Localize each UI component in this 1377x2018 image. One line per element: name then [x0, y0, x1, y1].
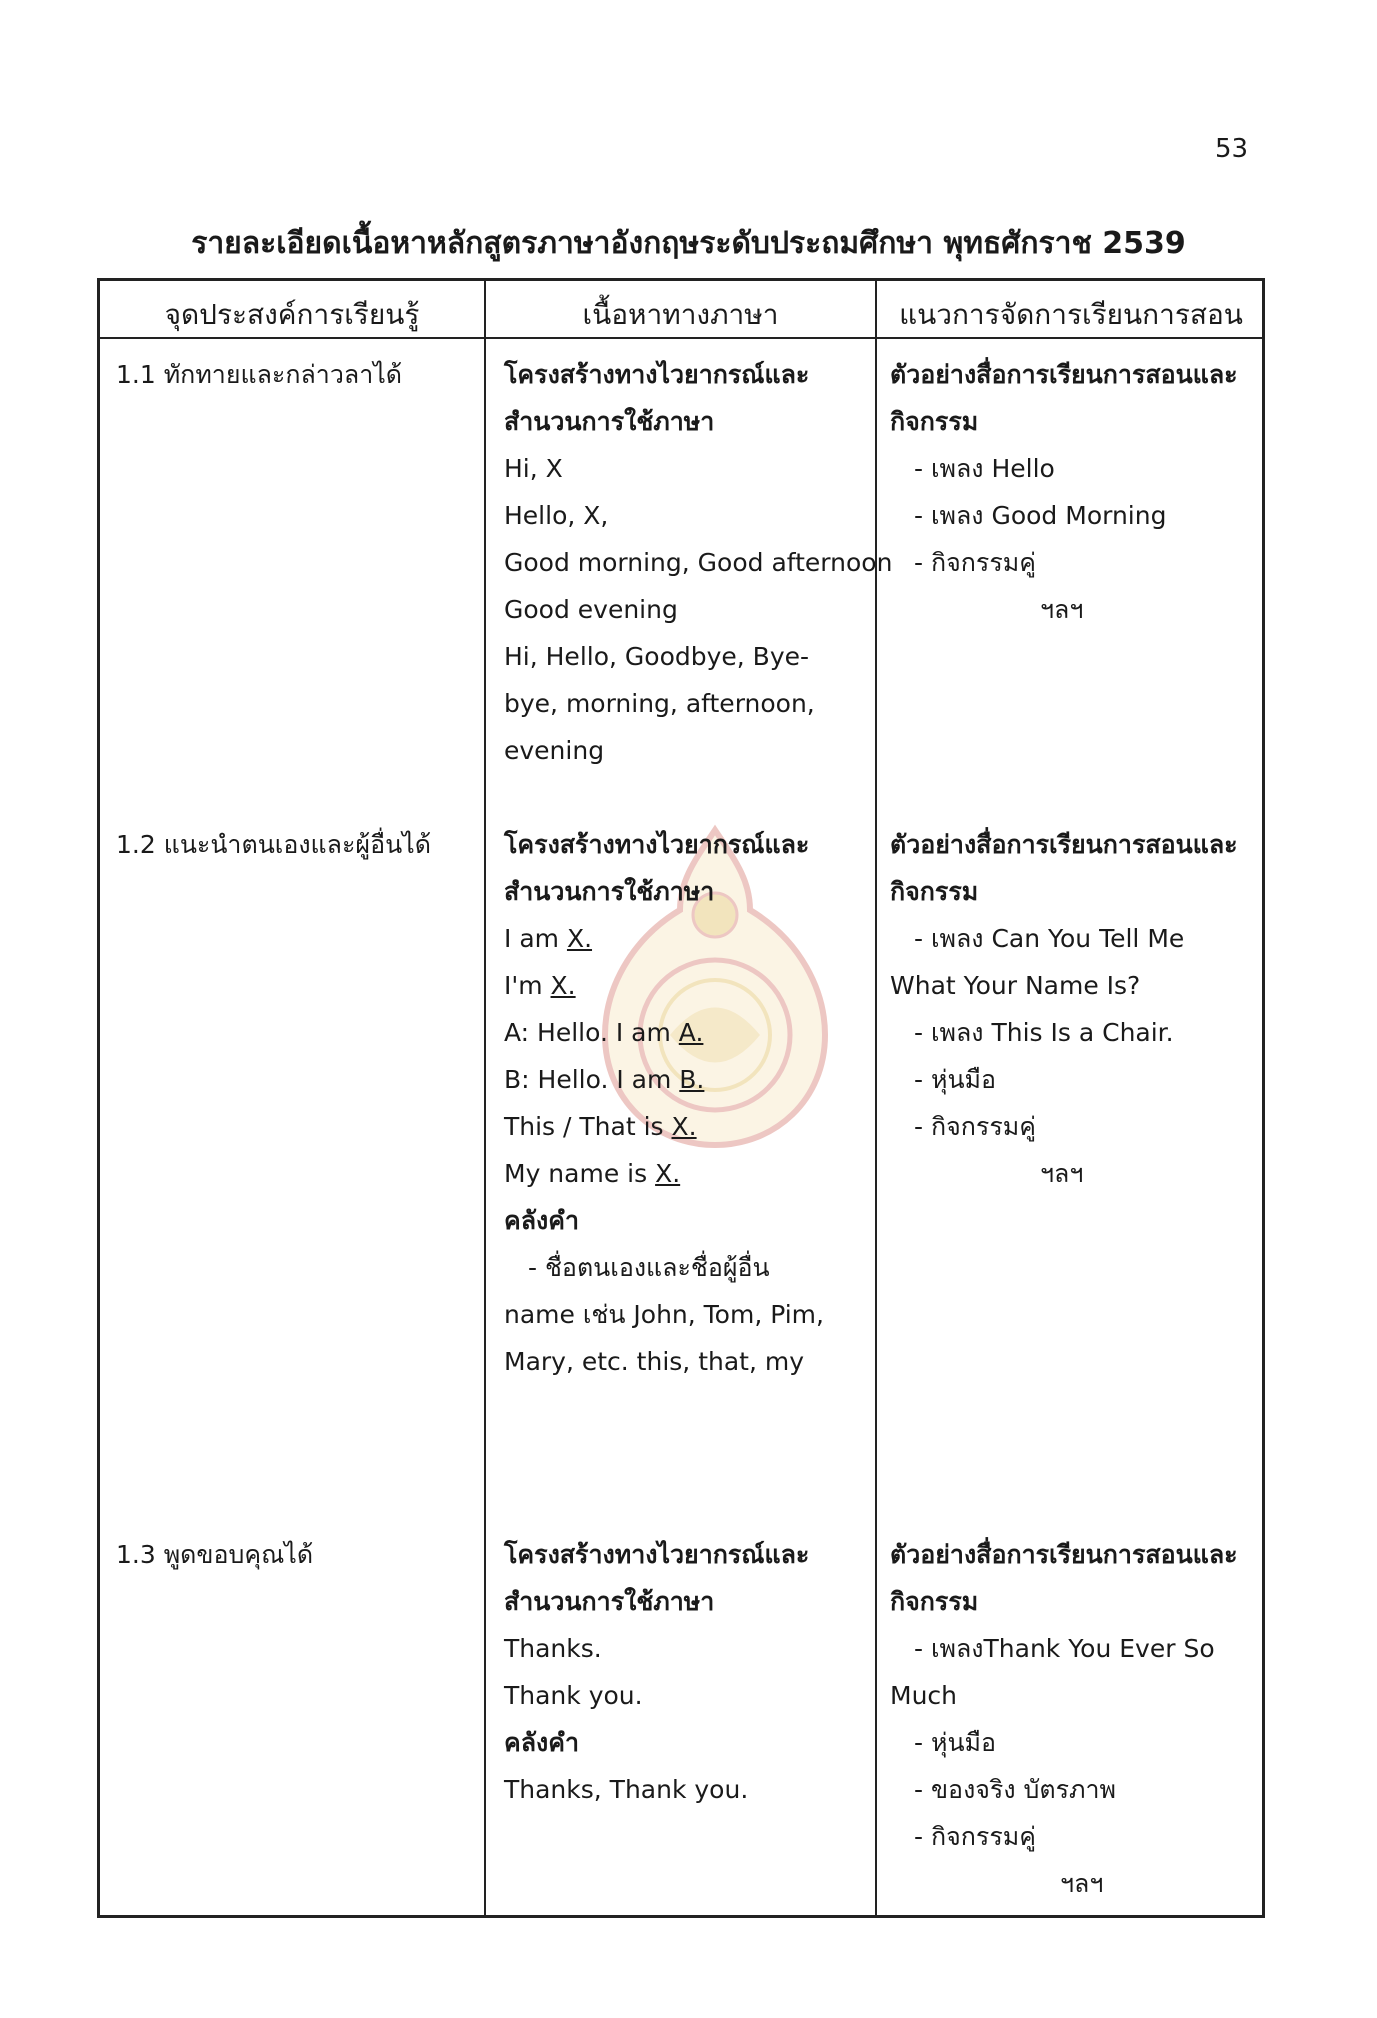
header-divider — [100, 337, 1262, 339]
content-1-1: โครงสร้างทางไวยากรณ์และ สำนวนการใช้ภาษา Hi, X Hello, X, Good morning, Good afternoon Good evening Hi, Hello, Goodbye, Bye- bye, morning, afternoon, evening — [504, 360, 893, 765]
teaching-1-2: ตัวอย่างสื่อการเรียนการสอนและ กิจกรรม - เพลง Can You Tell Me What Your Name Is? - เพลง This Is a Chair. - หุ่นมือ - กิจกรรมคู่ ฯลฯ — [890, 830, 1238, 1188]
header-objectives: จุดประสงค์การเรียนรู้ — [164, 298, 420, 331]
objective-1-2: 1.2 แนะนำตนเองและผู้อื่นได้ — [116, 830, 431, 859]
objective-1-3: 1.3 พูดขอบคุณได้ — [116, 1540, 314, 1569]
content-1-2: โครงสร้างทางไวยากรณ์และ สำนวนการใช้ภาษา I am X. I'm X. A: Hello. I am A. B: Hello. I am B. This / That is X. My name is X. คลังคำ - ชื่อตนเองและชื่อผู้อื่น name เช่น John, Tom, Pim, Mary, etc. this, that, my — [504, 830, 824, 1376]
header-teaching-approach: แนวการจัดการเรียนการสอน — [899, 298, 1243, 331]
header-language-content: เนื้อหาทางภาษา — [582, 298, 779, 331]
column-divider — [484, 281, 486, 1915]
curriculum-table — [97, 278, 1265, 1918]
teaching-1-1: ตัวอย่างสื่อการเรียนการสอนและ กิจกรรม - เพลง Hello - เพลง Good Morning - กิจกรรมคู่ ฯลฯ — [890, 360, 1238, 624]
content-1-3: โครงสร้างทางไวยากรณ์และ สำนวนการใช้ภาษา Thanks. Thank you. คลังคำ Thanks, Thank you. — [504, 1540, 810, 1804]
document-title: รายละเอียดเนื้อหาหลักสูตรภาษาอังกฤษระดับประถมศึกษา พุทธศักราช 2539 — [191, 226, 1186, 261]
objective-1-1: 1.1 ทักทายและกล่าวลาได้ — [116, 360, 403, 389]
teaching-1-3: ตัวอย่างสื่อการเรียนการสอนและ กิจกรรม - เพลงThank You Ever So Much - หุ่นมือ - ของจริง บัตรภาพ - กิจกรรมคู่ ฯลฯ — [890, 1540, 1238, 1898]
page-number: 53 — [1215, 134, 1249, 164]
